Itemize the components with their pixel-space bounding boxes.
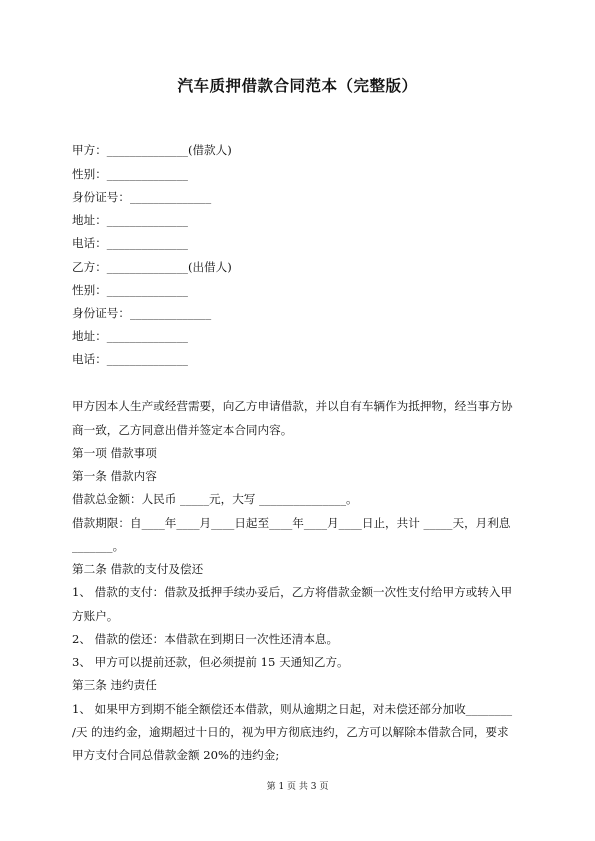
- payment-clause-line-2: 方账户。: [72, 609, 119, 623]
- party-b-id-number: 身份证号：______________: [72, 306, 212, 320]
- article-heading-2: 第二条 借款的支付及偿还: [72, 562, 204, 576]
- repayment-clause: 2、 借款的偿还：本借款在到期日一次性还清本息。: [72, 632, 339, 646]
- preamble-line-2: 商一致，乙方同意出借并签定本合同内容。: [72, 423, 293, 437]
- party-a-address: 地址：______________: [72, 213, 188, 227]
- party-b-address: 地址：______________: [72, 329, 188, 343]
- party-a-phone: 电话：______________: [72, 236, 188, 250]
- article-heading-1: 第一条 借款内容: [72, 469, 157, 483]
- default-clause-line-2: /天 的违约金，逾期超过十日的，视为甲方彻底违约，乙方可以解除本借款合同，要求: [72, 725, 509, 739]
- article-heading-3: 第三条 违约责任: [72, 678, 157, 692]
- default-clause-line-1: 1、 如果甲方到期不能全额偿还本借款，则从逾期之日起，对未偿还部分加收________: [72, 702, 513, 716]
- monthly-interest-line: _______。: [72, 539, 125, 553]
- page-number-footer: 第 1 页 共 3 页: [266, 782, 329, 792]
- party-b-phone: 电话：______________: [72, 352, 188, 366]
- party-a-gender: 性别：______________: [72, 167, 188, 181]
- document-title: 汽车质押借款合同范本（完整版）: [177, 77, 418, 95]
- party-a-name: 甲方：______________(借款人): [72, 143, 232, 157]
- preamble-line-1: 甲方因本人生产或经营需要，向乙方申请借款，并以自有车辆作为抵押物，经当事方协: [72, 399, 513, 413]
- loan-term-line: 借款期限：自____年____月____日起至____年____月____日止，共计 _____天，月利息: [72, 516, 511, 530]
- early-repayment-clause: 3、 甲方可以提前还款，但必须提前 15 天通知乙方。: [72, 655, 349, 669]
- party-b-gender: 性别：______________: [72, 283, 188, 297]
- section-heading-1: 第一项 借款事项: [72, 446, 157, 460]
- loan-amount-line: 借款总金额：人民币 _____元，大写 _______________。: [72, 492, 358, 506]
- payment-clause-line-1: 1、 借款的支付：借款及抵押手续办妥后，乙方将借款金额一次性支付给甲方或转入甲: [72, 585, 513, 599]
- party-b-name: 乙方：______________(出借人): [72, 260, 232, 274]
- party-a-id-number: 身份证号：______________: [72, 190, 212, 204]
- default-clause-line-3: 甲方支付合同总借款金额 20%的违约金;: [72, 748, 280, 762]
